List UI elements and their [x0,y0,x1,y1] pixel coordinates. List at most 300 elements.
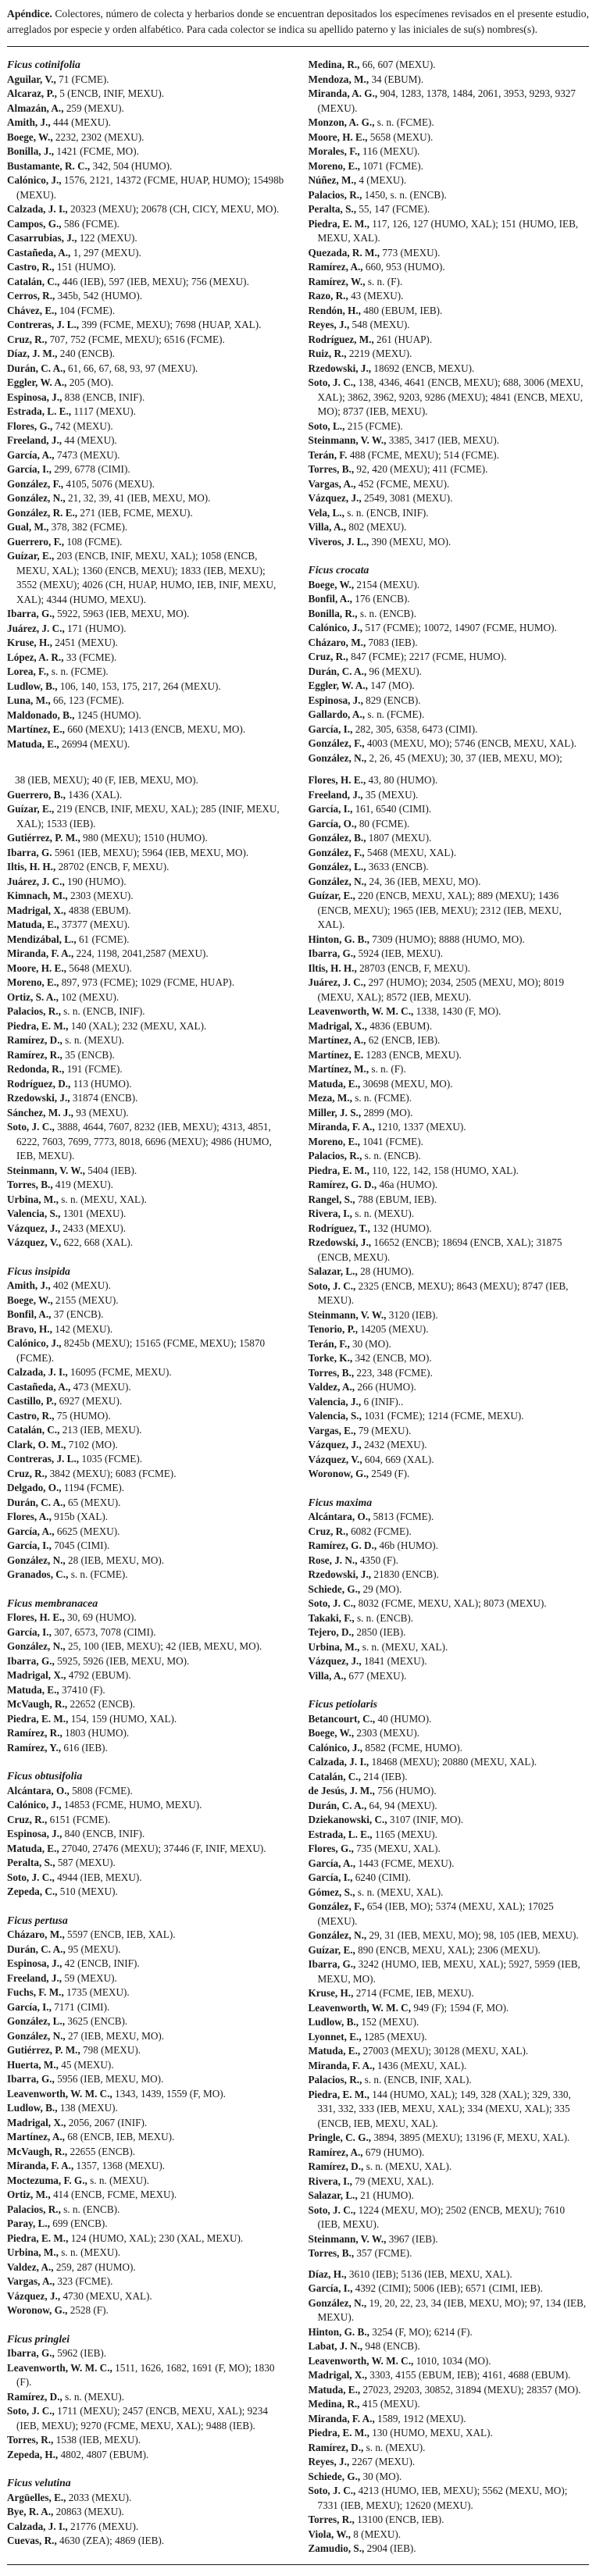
collector-entry: Castañeda, A., 473 (MEXU). [7,1380,131,1393]
collector-entry: Estrada, L. E., 1117 (MEXU). [7,405,136,417]
collector-entry: Delgado, O., 1194 (FCME). [7,1482,125,1493]
collector-name: Matuda, E., [308,1077,361,1090]
collector-name: Soto, J. C., [7,1871,55,1883]
collector-entry: Rzedowski, J., 16652 (ENCB); 18694 (ENCB, XAL); 31875 (ENCB, MEXU). [308,1236,562,1263]
collector-entry: Durán, C. A., 61, 66, 67, 68, 93, 97 (MEXU). [7,362,198,374]
collector-name: González, N., [7,2029,66,2042]
collector-name: Gómez, S., [308,1886,355,1898]
collector-entry: García, I., 161, 6540 (CIMI). [308,803,432,815]
collector-entry: Palacios, R., s. n. (ENCB, INIF). [7,1005,145,1017]
collector-name: Leavenworth, W. M. C., [308,2354,414,2367]
collector-entry: Redonda, R., 191 (FCME). [7,1063,123,1075]
collector-entry: Moreno, E., 897, 973 (FCME); 1029 (FCME, HUAP). [7,976,234,988]
collector-name: Torres, B., [308,2247,355,2259]
collector-name: Eggler, W. A., [7,376,67,388]
collector-entry: Steinmann, V. W., 3967 (IEB). [308,2232,438,2245]
collector-name: Freeland, J., [7,434,62,446]
collector-entry: Piedra, E. M., 117, 126, 127 (HUMO, XAL); 151 (HUMO, IEB, MEXU, XAL). [308,217,579,244]
collector-entry: Soto, J. C., 4213 (HUMO, IEB, MEXU); 5562 (MEXU, MO); 7331 (IEB, MEXU); 12620 (MEXU). [308,2485,568,2511]
collector-name: Reyes, J., [308,2456,350,2467]
collector-name: Miranda, F. A., [308,2412,375,2424]
collector-entry: García, A., 1443 (FCME, MEXU). [308,1857,455,1869]
collector-name: Matuda, E., [308,2383,361,2396]
collector-entry: García, I., 282, 305, 6358, 6473 (CIMI). [308,722,478,735]
collector-entry: Lorea, F., s. n. (FCME). [7,665,109,677]
collector-name: Bonfil, A., [308,593,352,605]
collector-entry: Calónico, J., 8245b (MEXU); 15165 (FCME, MEXU); 15870 (FCME). [7,1337,266,1364]
collector-entry: Torres, B., 419 (MEXU). [7,1179,113,1190]
collector-entry: Flores, G., 742 (MEXU). [7,419,113,432]
collector-name: Martínez, A., [7,2131,65,2143]
collector-name: Reyes, J., [308,319,350,330]
collector-entry: Reyes, J., 548 (MEXU). [308,319,410,330]
collector-entry: Matuda, E., 26994 (MEXU). [7,737,130,750]
collector-entry: Juárez, J. C., 190 (HUMO). [7,875,127,887]
collector-entry: Bravo, H., 142 (MEXU). [7,1322,113,1335]
collector-name: Ortiz, M., [7,2189,51,2200]
collector-name: Valdez, A., [7,2260,54,2273]
collector-name: Flores, G., [308,1843,354,1854]
collector-entry: Urbina, M., s. n. (MEXU). [7,2246,121,2258]
collector-entry: Madrigal, X., 4838 (EBUM). [7,904,131,916]
collector-entry: Fuchs, F. M., 1735 (MEXU). [7,1986,130,1998]
collector-name: Madrigal, X., [308,2369,367,2381]
collector-name: Espinosa, J., [7,1828,62,1839]
collector-name: Martínez, E. [308,1048,364,1061]
collector-entry: Vázquez, J., 2549, 3081 (MEXU). [308,492,453,504]
collector-entry: Gual, M., 378, 382 (FCME). [7,521,128,533]
collector-entry: Bonilla, J., 1421 (FCME, MO). [7,145,139,157]
collector-entry: Ludlow, B., 138 (MEXU). [7,2102,118,2114]
collector-entry: Guízar, E., 219 (ENCB, INIF, MEXU, XAL); 285 (INIF, MEXU, XAL); 1533 (IEB). [7,803,280,830]
collector-name: Amith, J., [7,1279,51,1291]
collector-name: González, L., [7,2015,65,2027]
collector-entry: Steinmann, V. W., 5404 (IEB). [7,1164,137,1176]
collector-entry: García, A., 6625 (MEXU). [7,1525,120,1537]
collector-name: Dziekanowski, C., [308,1814,387,1825]
collector-entry: Valdez, A., 259, 287 (HUMO). [7,2260,136,2273]
collector-entry: Madrigal, X., 3303, 4155 (EBUM, IEB); 4161, 4688 (EBUM). [308,2369,571,2381]
collector-name: Castañeda, A., [7,1380,71,1393]
collector-name: Castro, R., [7,261,55,273]
section-gap [309,2261,590,2267]
collector-name: Juárez, J. C., [7,875,65,887]
collector-entry: Soto, J. C., 3888, 4644, 7607, 8232 (IEB, MEXU); 4313, 4851, 6222, 7603, 7699, 7773, 8018, 6696 (MEXU); 4986 (HUMO, IEB, MEXU). [7,1121,272,1161]
collector-entry: Peralta, S., 587 (MEXU). [7,1857,116,1868]
collector-entry: Piedra, E. M., 144 (HUMO, XAL); 149, 328 (XAL); 329, 330, 331, 332, 333 (IEB, MEXU, XAL); 334 (MEXU, XAL); 335 (ENCB, IEB, MEXU, XAL). [308,2088,571,2129]
collector-name: García, I., [7,1625,52,1638]
collector-name: Betancourt, C., [308,1712,376,1725]
collector-name: Eggler, W. A., [308,680,368,691]
collector-entry: Estrada, L. E., 1165 (MEXU). [308,1828,437,1840]
collector-name: González, N., [308,1929,367,1941]
collector-name: Rodríguez, T., [308,1222,370,1234]
collector-name: Ramírez, D., [7,1034,62,1046]
collector-name: Cerros, R., [7,290,55,301]
collector-entry: Alcaraz, P., 5 (ENCB, INIF, MEXU). [7,87,165,99]
collector-entry: Terán, F. 488 (FCME, MEXU); 514 (FCME). [308,448,499,461]
collector-entry: Catalán, C., 446 (IEB), 597 (IEB, MEXU); 756 (MEXU). [7,275,249,287]
collector-entry: Ibarra, G. 5961 (IEB, MEXU); 5964 (IEB, MEXU, MO). [7,846,249,858]
collector-entry: Matuda, E., 27023, 29203, 30852, 31894 (MEXU); 28357 (MO). [308,2383,581,2396]
collector-entry: Huerta, M., 45 (MEXU). [7,2058,114,2071]
collector-name: Morales, F., [308,145,360,157]
collector-entry: de Jesús, J. M., 756 (HUMO). [308,1785,437,1796]
collector-entry: Moreno, E., 1041 (FCME). [308,1135,423,1147]
collector-name: Matuda, E., [7,1683,59,1696]
collector-entry: Vázquez, J., 4730 (MEXU, XAL). [7,2289,152,2302]
collector-name: Martínez, E., [7,723,65,735]
collector-name: Torres, R., [308,2514,355,2525]
collector-entry: Contreras, J. L., 399 (FCME, MEXU); 7698 (HUAP, XAL). [7,319,262,330]
collector-name: Campos, G., [7,217,62,230]
collector-entry: González, B., 1807 (MEXU). [308,832,432,844]
collector-entry: Hinton, G. B., 3254 (F, MO); 6214 (F). [308,2325,473,2338]
collector-entry: Martínez, E. 1283 (ENCB, MEXU). [308,1048,462,1061]
collector-name: Rzedowski, J., [308,362,372,374]
collector-name: Vargas, A., [308,477,356,490]
collector-name: González, L., [308,861,366,872]
collector-entry: Bonilla, R., s. n. (ENCB). [308,607,416,619]
collector-entry: Calzada, J. I., 21776 (MEXU). [7,2520,139,2532]
collector-name: Freeland, J., [308,788,363,801]
collector-entry: Torres, B., 223, 348 (FCME). [308,1366,433,1379]
collector-entry: Soto, J. C., 8032 (FCME, MEXU, XAL); 8073 (MEXU). [308,1597,547,1609]
collector-name: Vázquez, J., [7,2289,61,2302]
collector-name: Madrigal, X., [7,1669,66,1681]
collector-name: García, A., [7,1525,55,1537]
collector-entry: Bye, R. A., 20863 (MEXU). [7,2506,124,2517]
collector-entry: Schiede, G., 30 (MO). [308,2470,402,2482]
collector-entry: Espinosa, J., 840 (ENCB, INIF). [7,1828,145,1839]
collector-name: Woronow, G., [308,1468,369,1479]
collector-name: Ramírez, D., [308,2441,364,2453]
collector-entry: Vázquez, J., 2433 (MEXU). [7,1222,127,1234]
collector-name: Matuda, E., [7,737,59,750]
collector-entry: Steinmann, V. W., 3120 (IEB). [308,1308,438,1321]
collector-name: Cruz, R., [7,1813,48,1825]
collector-entry: Matuda, E., 27040, 27476 (MEXU); 37446 (F, INIF, MEXU). [7,1842,266,1854]
collector-name: Zepeda, H., [7,2448,59,2460]
collector-entry: Leavenworth, W. M. C., 1010, 1034 (MO). [308,2354,491,2367]
collector-name: Viveros, J. L., [308,535,369,548]
collector-entry: Labat, J. N., 948 (ENCB). [308,2340,420,2352]
collector-name: Flores, H. E., [7,1611,65,1623]
collector-name: Terán, F. [308,448,348,461]
collector-name: Leavenworth, W. M. C., [308,1005,414,1017]
collector-entry: Matuda, E., 37410 (F). [7,1683,105,1696]
collector-name: Kimnach, M., [7,890,68,901]
collector-entry: Zamudio, S., 2904 (IEB). [308,2542,416,2554]
collector-entry: González, L., 3625 (ENCB). [7,2015,128,2027]
collector-entry: Díaz, J. M., 240 (ENCB). [7,348,116,359]
collector-name: Durán, C. A., [7,1496,66,1508]
collector-name: González, N., [7,1554,66,1566]
collector-name: Gallardo, A., [308,708,366,720]
collector-entry: Ortiz, S. A., 102 (MEXU). [7,990,120,1003]
collector-entry: Matuda, E., 30698 (MEXU, MO). [308,1077,453,1090]
collector-name: Zamudio, S., [308,2542,365,2554]
collector-name: Iltis, H. H., [7,861,56,872]
collector-name: Villa, A., [308,1669,347,1682]
collector-entry: Ibarra, G., 5924 (IEB, MEXU). [308,947,444,959]
page-1 [7,47,589,765]
collector-name: Amith, J., [7,116,51,128]
collector-entry: Mendizábal, L., 61 (FCME). [7,933,130,945]
collector-name: McVaugh, R., [7,2145,68,2157]
collector-entry: Urbina, M., s. n. (MEXU, XAL). [308,1640,448,1653]
collector-entry: Guerrero, F., 108 (FCME). [7,535,123,548]
collector-entry: Amith, J., 444 (MEXU). [7,116,111,128]
page-2-right-column [309,773,590,2556]
collector-entry: Cruz, R., 847 (FCME); 2217 (FCME, HUMO). [308,651,507,662]
collector-entry: Takaki, F., s. n. (ENCB). [308,1611,414,1624]
collector-name: Aguilar, V., [7,73,56,85]
collector-entry: Rodríguez, T., 132 (HUMO). [308,1222,432,1234]
collector-name: Valencia, S., [308,1410,362,1422]
collector-entry: Tenorio, P., 14205 (MEXU). [308,1323,429,1335]
collector-entry: Cruz, R., 707, 752 (FCME, MEXU); 6516 (FCME). [7,333,225,345]
collector-name: Contreras, J. L., [7,1453,80,1465]
collector-name: González, N., [308,875,367,887]
appendix-header [7,6,589,37]
collector-entry: Vargas, E., 79 (MEXU). [308,1424,412,1436]
collector-name: Clark, O. M., [7,1438,66,1450]
collector-name: Rivera, I., [308,2175,352,2187]
collector-entry: Miranda, A. G., 904, 1283, 1378, 1484, 2061, 3953, 9293, 9327 (MEXU). [308,87,576,114]
collector-name: Miller, J. S., [308,1106,362,1119]
collector-name: Piedra, E. M., [308,2427,369,2439]
collector-name: Ibarra, G., [308,947,356,959]
collector-entry: Moore, H. E., 5648 (MEXU). [7,962,132,974]
collector-name: Soto, J. C., [308,1279,356,1292]
collector-name: Espinosa, J., [308,694,363,706]
collector-entry: Espinosa, J., 829 (ENCB). [308,694,421,706]
page-1-right-column [309,58,590,765]
collector-entry: Martínez, A., 62 (ENCB, IEB). [308,1034,441,1046]
collector-entry: Guízar, E., 890 (ENCB, MEXU, XAL); 2306 (MEXU). [308,1943,541,1956]
collector-entry: García, I., 307, 6573, 7078 (CIMI). [7,1625,156,1638]
collector-name: Matuda, E., [7,919,59,930]
collector-entry: Cerros, R., 345b, 542 (HUMO). [7,290,143,301]
collector-name: Granados, C., [7,1568,69,1580]
collector-name: Torres, B., [308,1366,355,1379]
collector-name: Zepeda, C., [7,1886,58,1897]
collector-entry: Viveros, J. L., 390 (MEXU, MO). [308,535,451,548]
collector-entry: Boege, W., 2154 (MEXU). [308,578,420,590]
collector-name: Soto, J. C., [308,376,356,388]
collector-entry: Freeland, J., 59 (MEXU). [7,1971,117,1984]
collector-entry: Kimnach, M., 2303 (MEXU). [7,890,134,901]
collector-name: Lorea, F., [7,665,49,677]
collector-entry: Casarrubias, J., 122 (MEXU). [7,232,137,244]
collector-name: Bonfil, A., [7,1308,52,1320]
page-2-left-column [7,773,288,2556]
collector-name: Estrada, L. E., [308,1828,373,1840]
collector-name: Flores, H. E., [308,774,366,786]
collector-entry: Calónico, J., 8582 (FCME, HUMO). [308,1741,462,1754]
collector-entry: González, F., 4003 (MEXU, MO); 5746 (ENCB, MEXU, XAL). [308,737,576,749]
collector-name: Rzedowski, J., [7,1092,70,1104]
collector-entry: Ibarra, G., 5925, 5926 (IEB, MEXU, MO). [7,1654,190,1667]
collector-name: Ramírez, R., [7,1048,62,1061]
collector-entry: Catalán, C., 214 (IEB). [308,1770,408,1782]
collector-name: Ramírez, Y., [7,1741,62,1754]
collector-entry: Rose, J. N., 4350 (F). [308,1554,398,1566]
collector-entry: López, A. R., 33 (FCME). [7,651,117,663]
collector-name: Espinosa, J., [7,1957,62,1969]
collector-entry: Ramírez, D., s. n. (MEXU). [7,1034,124,1046]
collector-name: Boege, W., [7,1293,53,1306]
collector-name: García, I., [7,2000,52,2013]
collector-entry: Ramírez, Y., 616 (IEB). [7,1741,108,1754]
collector-name: Iltis, H. H., [308,962,357,974]
collector-name: Madrigal, X., [308,1019,367,1032]
collector-entry: Ibarra, G., 5922, 5963 (IEB, MEXU, MO). [7,608,190,619]
collector-name: McVaugh, R., [7,1698,68,1710]
collector-name: Durán, C. A., [7,1943,66,1955]
collector-entry: Boege, W., 2232, 2302 (MEXU). [7,130,145,143]
collector-entry: García, I., 6240 (CIMI). [308,1871,411,1883]
collector-entry: Pringle, C. G., 3894, 3895 (MEXU); 13196 (F, MEXU, XAL). [308,2132,570,2143]
collector-entry: González, N., 27 (IEB, MEXU, MO). [7,2029,165,2042]
collector-name: Hinton, G. B., [308,2325,369,2338]
appendix-caption-lead: Apéndice. [7,8,52,20]
collector-entry: González, R. E., 271 (IEB, FCME, MEXU). [7,506,193,519]
collector-name: Rzedowski, J., [308,1568,372,1580]
collector-entry: Calzada, J. I., 18468 (MEXU); 20880 (MEXU, XAL). [308,1756,537,1768]
collector-entry: González, N., 28 (IEB, MEXU, MO). [7,1554,165,1566]
collector-name: Ibarra, G., [7,608,55,619]
page-1-left-column [7,58,288,765]
collector-entry: Ramírez, W., s. n. (F). [308,275,403,287]
collector-name: Palacios, R., [308,2074,362,2085]
collector-name: Cházaro, M., [308,636,366,648]
collector-entry: Piedra, E. M., 140 (XAL); 232 (MEXU, XAL). [7,1019,207,1032]
collector-name: Soto, J. C., [308,2203,356,2216]
collector-entry: Luna, M., 66, 123 (FCME). [7,694,124,706]
collector-entry: González, N., 21, 32, 39, 41 (IEB, MEXU, MO). [7,492,211,504]
collector-name: Madrigal, X., [7,904,66,916]
collector-name: Alcántara, O., [7,1784,70,1796]
collector-name: Vázquez, J., [308,492,362,504]
collector-entry: Iltis, H. H., 28703 (ENCB, F, MEXU). [308,962,470,974]
collector-entry: Woronow, G., 2549 (F). [308,1468,410,1479]
collector-name: González, N., [7,1640,66,1652]
collector-name: Ludlow, B., [7,680,58,692]
collector-name: Durán, C. A., [7,362,66,374]
collector-name: Alcántara, O., [308,1511,371,1522]
collector-entry: Gallardo, A., s. n. (FCME). [308,708,425,720]
collector-entry: Matuda, E., 37377 (MEXU). [7,919,130,930]
collector-name: Delgado, O., [7,1482,62,1493]
collector-name: Cruz, R., [7,333,48,345]
species-heading: Ficus membranacea [7,1597,98,1609]
collector-entry: Kruse, H., 2451 (MEXU). [7,637,118,648]
collector-name: Bonilla, J., [7,145,55,157]
collector-entry: Soto, L., 215 (FCME). [308,419,403,432]
collector-name: Calzada, J. I., [7,2520,68,2532]
collector-name: Hinton, G. B., [308,933,369,945]
collector-entry: Vargas, A., 452 (FCME, MEXU). [308,477,450,490]
collector-entry: González, N., 19, 20, 22, 23, 34 (IEB, MEXU, MO); 97, 134 (IEB, MEXU). [308,2296,587,2323]
collector-entry: Ludlow, B., 152 (MEXU). [308,2016,419,2028]
collector-name: García, I., [7,1540,52,1551]
collector-entry: Palacios, R., s. n. (ENCB, INIF, XAL). [308,2074,472,2085]
collector-name: Castañeda, A., [7,246,71,259]
collector-entry: Cruz, R., 3842 (MEXU); 6083 (FCME). [7,1467,177,1479]
collector-name: Ibarra, G. [7,846,52,858]
collector-name: Calónico, J., [7,174,62,186]
collector-name: Calónico, J., [7,1799,62,1811]
collector-entry: Flores, H. E., 43, 80 (HUMO). [308,774,438,786]
collector-entry: Palacios, R., 1450, s. n. (ENCB). [308,188,447,201]
collector-name: García, I., [308,722,353,735]
collector-entry: González, F., 5468 (MEXU, XAL). [308,846,457,858]
collector-entry: Guerrero, B., 1436 (XAL). [7,788,123,801]
collector-name: Viola, W., [308,2528,351,2540]
collector-name: Espinosa, J., [7,391,62,403]
collector-name: Piedra, E. M., [308,217,369,230]
collector-name: Redonda, R., [7,1063,65,1075]
collector-entry: Cruz, R., 6151 (FCME). [7,1813,111,1825]
collector-entry: Moreno, E., 1071 (FCME). [308,159,423,172]
collector-name: Ramírez, A., [308,2146,363,2158]
collector-name: Steinmann, V. W., [308,1308,387,1321]
collector-entry: Miranda, F. A., 1357, 1368 (MEXU). [7,2160,166,2171]
bottom-rule [7,2564,589,2565]
collector-entry: Calónico, J., 517 (FCME); 10072, 14907 (FCME, HUMO). [308,622,557,633]
collector-entry: Medina, R., 66, 607 (MEXU). [308,59,436,70]
collector-name: Kruse, H., [7,637,52,648]
collector-name: Rodríguez, M., [308,333,374,345]
collector-entry: Iltis, H. H., 28702 (ENCB, F, MEXU). [7,861,170,872]
collector-name: Schiede, G., [308,2470,361,2482]
collector-entry: Díaz, H., 3610 (IEB); 5136 (IEB, MEXU, XAL). [308,2267,512,2280]
collector-name: Lyonnet, E., [308,2030,362,2043]
collector-entry: Juárez, J. C., 297 (HUMO); 2034, 2505 (MEXU, MO); 8019 (MEXU, XAL); 8572 (IEB, MEXU). [308,976,565,1003]
collector-name: Vázquez, J., [7,1222,61,1234]
collector-name: Takaki, F., [308,1611,355,1624]
collector-name: Moreno, E., [308,159,360,172]
species-heading: Ficus velutina [7,2477,71,2489]
collector-name: Piedra, E. M., [308,2088,369,2100]
collector-entry: Torke, K., 342 (ENCB, MO). [308,1352,432,1364]
collector-name: Huerta, M., [7,2058,59,2071]
collector-name: Maldonado, B., [7,708,75,721]
collector-entry: Cuevas, R., 4630 (ZEA); 4869 (IEB). [7,2535,165,2546]
collector-name: Ibarra, G., [7,2347,55,2359]
collector-name: Estrada, L. E., [7,405,72,417]
collector-name: Gutiérrez, P. M., [7,2044,80,2056]
collector-name: Valencia, S., [7,1208,61,1219]
collector-name: Cruz, R., [308,1525,348,1537]
collector-name: Matuda, E., [308,2045,361,2057]
collector-entry: Argüelles, E., 2033 (MEXU). [7,2491,132,2503]
collector-name: García, O., [308,817,357,830]
collector-entry: Chávez, E., 104 (FCME). [7,304,116,316]
collector-name: González, N., [308,2296,367,2309]
collector-name: Ibarra, G., [308,1958,356,1970]
collector-entry: Ramírez, R., 1803 (HUMO). [7,1727,130,1739]
collector-entry: Torres, B., 92, 420 (MEXU); 411 (FCME). [308,463,488,475]
collector-name: Steinmann, V. W., [7,1164,85,1176]
collector-name: Soto, J. C., [308,2485,356,2496]
collector-entry: Cházaro, M., 5597 (ENCB, IEB, XAL). [7,1928,176,1940]
collector-entry: Miranda, F. A., 1210, 1337 (MEXU). [308,1121,466,1133]
collector-entry: García, A., 7473 (MEXU). [7,448,120,461]
collector-name: Palacios, R., [7,1005,61,1017]
